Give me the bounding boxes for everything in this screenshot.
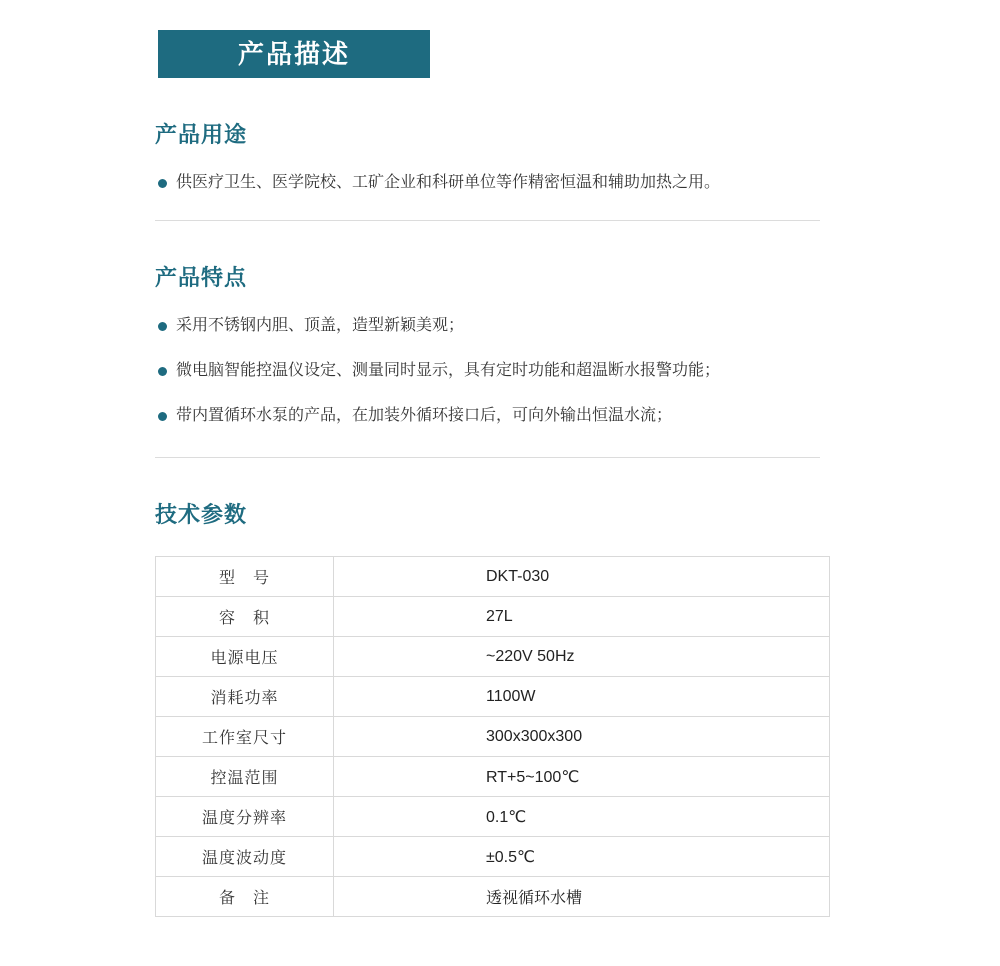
bullet-dot-icon xyxy=(158,367,167,376)
table-row xyxy=(156,837,830,877)
page-title: 产品描述 xyxy=(237,39,350,69)
list-item xyxy=(155,404,835,428)
list-item xyxy=(155,171,835,195)
spec-label: 消耗功率 xyxy=(156,677,334,717)
table-row xyxy=(156,797,830,837)
section-divider xyxy=(155,457,820,458)
spec-value: 300x300x300 xyxy=(334,717,830,757)
spec-value: 透视循环水槽 xyxy=(334,877,830,917)
page-title-banner xyxy=(158,30,430,78)
content-area xyxy=(155,30,835,917)
spec-value: 0.1℃ xyxy=(334,797,830,837)
spec-value: ±0.5℃ xyxy=(334,837,830,877)
section-heading-features: 产品特点 xyxy=(155,265,248,290)
bullet-dot-icon xyxy=(158,179,167,188)
section-heading-usage: 产品用途 xyxy=(155,122,248,147)
bullet-text: 带内置循环水泵的产品，在加装外循环接口后，可向外输出恒温水流； xyxy=(176,407,673,424)
spec-value: ~220V 50Hz xyxy=(334,637,830,677)
features-bullet-list xyxy=(155,314,835,428)
spec-label: 工作室尺寸 xyxy=(156,717,334,757)
table-row xyxy=(156,557,830,597)
usage-bullet-list xyxy=(155,171,835,195)
spec-label: 温度分辨率 xyxy=(156,797,334,837)
bullet-text: 微电脑智能控温仪设定、测量同时显示，具有定时功能和超温断水报警功能； xyxy=(176,362,721,379)
bullet-text: 采用不锈钢内胆、顶盖，造型新颖美观； xyxy=(176,317,465,334)
table-row xyxy=(156,677,830,717)
bullet-dot-icon xyxy=(158,322,167,331)
spec-value: RT+5~100℃ xyxy=(334,757,830,797)
section-divider xyxy=(155,220,820,221)
spec-value: 1100W xyxy=(334,677,830,717)
list-item xyxy=(155,359,835,383)
spec-label: 型 号 xyxy=(156,557,334,597)
table-row xyxy=(156,877,830,917)
bullet-text: 供医疗卫生、医学院校、工矿企业和科研单位等作精密恒温和辅助加热之用。 xyxy=(176,174,721,191)
spec-label: 备 注 xyxy=(156,877,334,917)
spec-label: 控温范围 xyxy=(156,757,334,797)
spec-label: 温度波动度 xyxy=(156,837,334,877)
spec-value: DKT-030 xyxy=(334,557,830,597)
table-row xyxy=(156,757,830,797)
list-item xyxy=(155,314,835,338)
spec-label: 容 积 xyxy=(156,597,334,637)
table-row xyxy=(156,717,830,757)
section-heading-specs: 技术参数 xyxy=(155,502,248,527)
bullet-dot-icon xyxy=(158,412,167,421)
spec-label: 电源电压 xyxy=(156,637,334,677)
spec-value: 27L xyxy=(334,597,830,637)
specs-table xyxy=(155,556,830,917)
table-row xyxy=(156,637,830,677)
table-row xyxy=(156,597,830,637)
